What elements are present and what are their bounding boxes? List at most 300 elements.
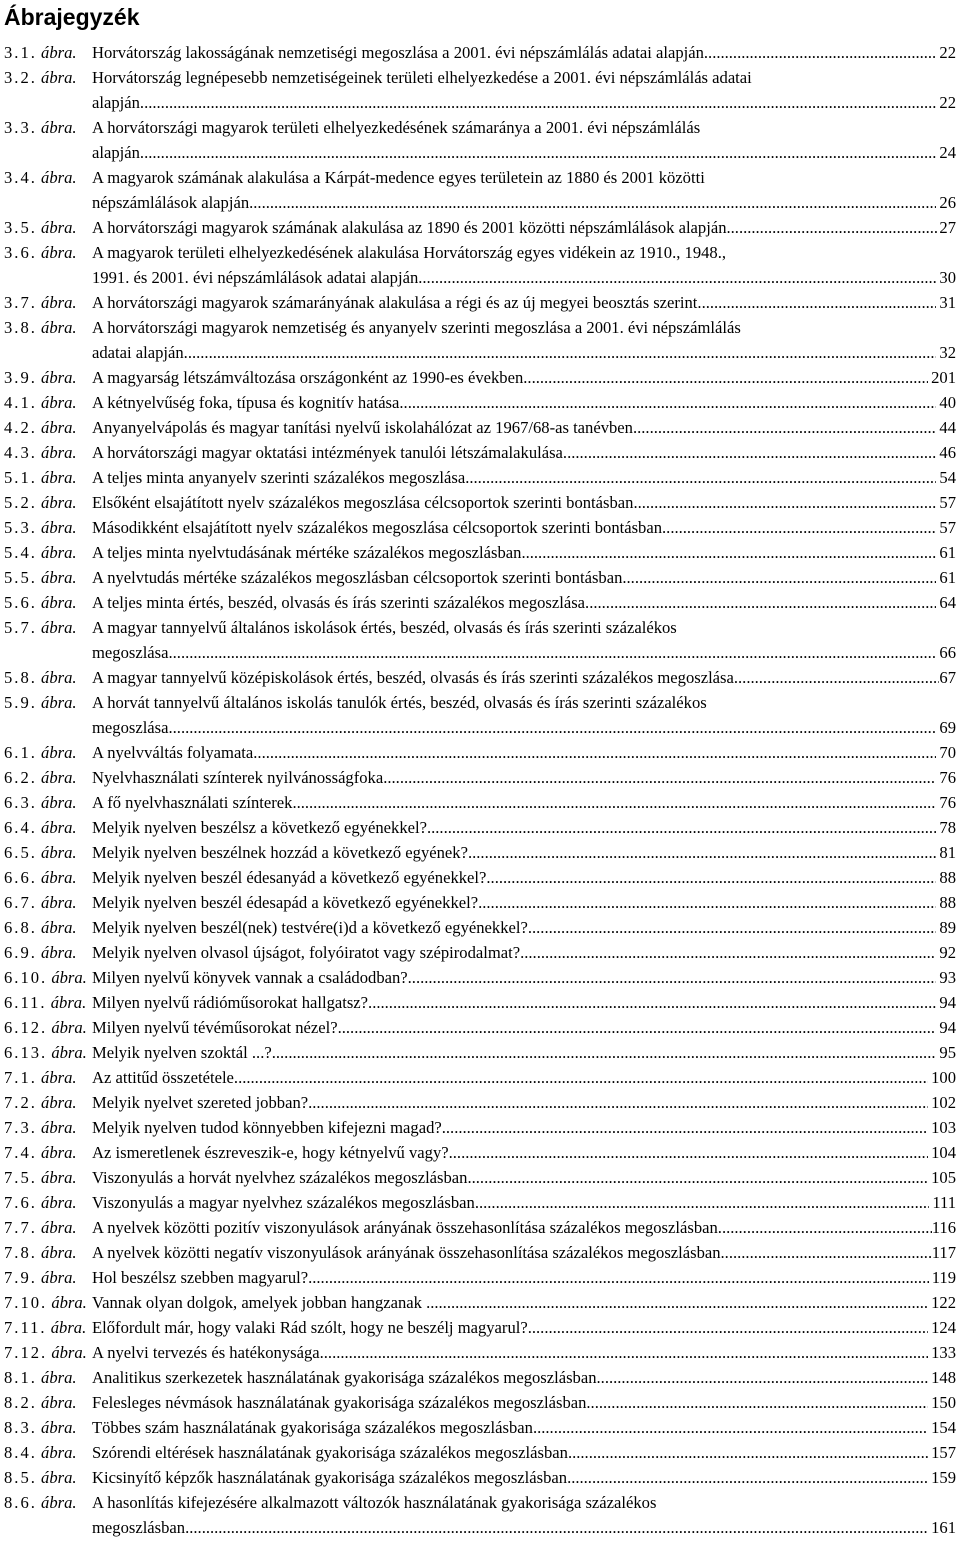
figure-number bbox=[4, 815, 77, 840]
figure-title: Melyik nyelven tudod könnyebben kifejezni magad? bbox=[92, 1118, 442, 1137]
dot-leader bbox=[528, 915, 937, 940]
page-number: 122 bbox=[931, 1293, 956, 1312]
figure-entry[interactable] bbox=[4, 390, 956, 415]
figure-number-value: 7.12. bbox=[4, 1343, 48, 1362]
figure-title: adatai alapján bbox=[92, 343, 184, 362]
figure-title: A kétnyelvűség foka, típusa és kognitív hatása bbox=[92, 393, 400, 412]
figure-title: A magyar tannyelvű középiskolások értés, beszéd, olvasás és írás szerinti százalékos megoszlása bbox=[92, 668, 734, 687]
page-number: 30 bbox=[939, 268, 956, 287]
figure-title: A nyelvi tervezés és hatékonysága bbox=[92, 1343, 320, 1362]
page-number: 69 bbox=[939, 718, 956, 737]
figure-label: ábra. bbox=[36, 43, 77, 62]
page-number: 159 bbox=[931, 1468, 956, 1487]
figure-number bbox=[4, 165, 77, 190]
figure-number bbox=[4, 1215, 77, 1240]
figure-number-value: 3.1. bbox=[4, 43, 37, 62]
figure-title-first-line: A horvátországi magyarok nemzetiség és anyanyelv szerinti megoszlása a 2001. évi népszámlálás bbox=[92, 318, 741, 337]
figure-entry[interactable] bbox=[4, 1465, 956, 1490]
figure-number bbox=[4, 315, 77, 340]
dot-leader bbox=[439, 1290, 929, 1315]
figure-title: Milyen nyelvű rádióműsorokat hallgatsz? bbox=[92, 993, 369, 1012]
figure-entry[interactable] bbox=[4, 315, 956, 365]
figure-entry[interactable] bbox=[4, 940, 956, 965]
figure-label: ábra. bbox=[47, 1293, 87, 1312]
figure-entry[interactable] bbox=[4, 215, 956, 240]
figure-number-value: 6.10. bbox=[4, 968, 48, 987]
figure-number-value: 4.1. bbox=[4, 393, 37, 412]
figure-label: ábra. bbox=[36, 1418, 77, 1437]
figure-entry[interactable] bbox=[4, 165, 956, 215]
dot-leader bbox=[140, 140, 936, 165]
dot-leader bbox=[249, 190, 936, 215]
page-number: 22 bbox=[939, 93, 956, 112]
figure-title: Horvátország lakosságának nemzetiségi megoszlása a 2001. évi népszámlálás adatai alapján bbox=[92, 43, 704, 62]
page-number: 116 bbox=[931, 1218, 956, 1237]
page-number: 102 bbox=[931, 1093, 956, 1112]
figure-label: ábra. bbox=[36, 1368, 77, 1387]
figure-number-value: 7.6. bbox=[4, 1193, 37, 1212]
figure-number-value: 5.8. bbox=[4, 668, 37, 687]
figure-number-value: 5.2. bbox=[4, 493, 37, 512]
figure-label: ábra. bbox=[47, 968, 87, 987]
figure-title-first-line: Horvátország legnépesebb nemzetiségeinek területi elhelyezkedése a 2001. évi népszámlálás adatai bbox=[92, 68, 752, 87]
page-number: 119 bbox=[931, 1268, 956, 1287]
page-number: 44 bbox=[939, 418, 956, 437]
page-number: 89 bbox=[939, 918, 956, 937]
figure-number-value: 4.3. bbox=[4, 443, 37, 462]
figure-title-first-line: A horvátországi magyarok területi elhelyezkedésének számaránya a 2001. évi népszámlálás bbox=[92, 118, 701, 137]
page-number: 148 bbox=[931, 1368, 956, 1387]
page-number: 57 bbox=[939, 493, 956, 512]
figure-label: ábra. bbox=[36, 493, 77, 512]
figure-number bbox=[4, 490, 77, 515]
figure-number-value: 3.2. bbox=[4, 68, 37, 87]
page-number: 124 bbox=[931, 1318, 956, 1337]
dot-leader bbox=[184, 340, 937, 365]
figure-number bbox=[4, 1390, 77, 1415]
figure-label: ábra. bbox=[36, 793, 77, 812]
figure-entry[interactable] bbox=[4, 915, 956, 940]
figure-entry[interactable] bbox=[4, 990, 956, 1015]
page-number: 66 bbox=[939, 643, 956, 662]
figure-label: ábra. bbox=[36, 1143, 77, 1162]
figure-entry[interactable] bbox=[4, 565, 956, 590]
figure-title: 1991. és 2001. évi népszámlálások adatai alapján bbox=[92, 268, 419, 287]
figure-entry[interactable] bbox=[4, 1490, 956, 1540]
figure-title: Nyelvhasználati színterek nyilvánosságfoka bbox=[92, 768, 384, 787]
figure-number bbox=[4, 1090, 77, 1115]
dot-leader bbox=[368, 990, 936, 1015]
figure-entry[interactable] bbox=[4, 1340, 956, 1365]
figure-number-value: 3.4. bbox=[4, 168, 37, 187]
figure-label: ábra. bbox=[36, 618, 77, 637]
dot-leader bbox=[292, 790, 936, 815]
figure-label: ábra. bbox=[36, 368, 77, 387]
figure-number-value: 6.7. bbox=[4, 893, 37, 912]
page-number: 103 bbox=[931, 1118, 956, 1137]
page-number: 157 bbox=[931, 1443, 956, 1462]
figure-number bbox=[4, 1440, 77, 1465]
figure-number bbox=[4, 65, 77, 90]
page-number: 111 bbox=[932, 1193, 956, 1212]
page-number: 81 bbox=[939, 843, 956, 862]
dot-leader bbox=[465, 465, 936, 490]
figure-entry[interactable] bbox=[4, 665, 956, 690]
page-number: 70 bbox=[939, 743, 956, 762]
page-number: 92 bbox=[939, 943, 956, 962]
figure-number-value: 7.9. bbox=[4, 1268, 37, 1287]
dot-leader bbox=[528, 1315, 928, 1340]
dot-leader bbox=[234, 1065, 928, 1090]
figure-number bbox=[4, 1040, 87, 1065]
figure-number-value: 8.3. bbox=[4, 1418, 37, 1437]
figure-entry[interactable] bbox=[4, 1240, 956, 1265]
figure-number bbox=[4, 240, 77, 265]
figure-entry[interactable] bbox=[4, 965, 956, 990]
dot-leader bbox=[722, 1215, 932, 1240]
figure-title: alapján bbox=[92, 93, 140, 112]
figure-number-value: 7.11. bbox=[4, 1318, 47, 1337]
figure-entry[interactable] bbox=[4, 740, 956, 765]
figure-title: Az ismeretlenek észreveszik-e, hogy kétnyelvű vagy? bbox=[92, 1143, 449, 1162]
figure-entry[interactable] bbox=[4, 1390, 956, 1415]
figure-title: megoszlásban bbox=[92, 1518, 186, 1537]
figure-title: Anyanyelvápolás és magyar tanítási nyelvű iskolahálózat az 1967/68-as tanévben bbox=[92, 418, 633, 437]
figure-number-value: 3.3. bbox=[4, 118, 37, 137]
dot-leader bbox=[721, 1240, 932, 1265]
figure-entry[interactable] bbox=[4, 365, 956, 390]
dot-leader bbox=[734, 665, 940, 690]
figure-title-first-line: A magyarok területi elhelyezkedésének alakulása Horvátország egyes vidékein az 1910., 1948., bbox=[92, 243, 727, 262]
dot-leader bbox=[731, 215, 940, 240]
figure-number bbox=[4, 1115, 77, 1140]
figure-entry[interactable] bbox=[4, 240, 956, 290]
figure-title: Melyik nyelven beszél édesapád a következő egyénekkel? bbox=[92, 893, 479, 912]
figure-label: ábra. bbox=[36, 893, 77, 912]
figure-label: ábra. bbox=[36, 593, 77, 612]
figure-entry[interactable] bbox=[4, 1215, 956, 1240]
dot-leader bbox=[567, 1465, 928, 1490]
figure-number-value: 8.2. bbox=[4, 1393, 37, 1412]
page-number: 88 bbox=[939, 893, 956, 912]
figure-title: megoszlása bbox=[92, 718, 169, 737]
dot-leader bbox=[272, 1040, 937, 1065]
figure-number-value: 5.7. bbox=[4, 618, 37, 637]
figure-label: ábra. bbox=[36, 68, 77, 87]
figure-entry[interactable] bbox=[4, 1365, 956, 1390]
figure-entry[interactable] bbox=[4, 690, 956, 740]
figure-number bbox=[4, 665, 77, 690]
figure-number bbox=[4, 765, 77, 790]
figure-entry[interactable] bbox=[4, 1040, 956, 1065]
dot-leader bbox=[585, 590, 936, 615]
dot-leader bbox=[320, 1340, 928, 1365]
figure-label: ábra. bbox=[36, 218, 77, 237]
figure-number-value: 8.4. bbox=[4, 1443, 37, 1462]
figure-label: ábra. bbox=[36, 1393, 77, 1412]
figure-number bbox=[4, 690, 77, 715]
figure-entry[interactable] bbox=[4, 40, 956, 65]
figure-number-value: 6.6. bbox=[4, 868, 37, 887]
figure-number bbox=[4, 1290, 87, 1315]
figure-entry[interactable] bbox=[4, 765, 956, 790]
figure-entry[interactable] bbox=[4, 1015, 956, 1040]
dot-leader bbox=[427, 815, 936, 840]
figure-label: ábra. bbox=[36, 568, 77, 587]
dot-leader bbox=[633, 490, 936, 515]
figure-title: népszámlálások alapján bbox=[92, 193, 250, 212]
figure-number bbox=[4, 1415, 77, 1440]
figure-number bbox=[4, 790, 77, 815]
figure-label: ábra. bbox=[36, 1493, 77, 1512]
dot-leader bbox=[338, 1015, 937, 1040]
figure-title: Melyik nyelven beszélsz a következő egyénekkel? bbox=[92, 818, 427, 837]
page-number: 78 bbox=[939, 818, 956, 837]
figure-entry[interactable] bbox=[4, 1090, 956, 1115]
figure-title-first-line: A hasonlítás kifejezésére alkalmazott változók használatának gyakorisága százalékos bbox=[92, 1493, 657, 1512]
page-number: 27 bbox=[939, 218, 956, 237]
figure-title: A nyelvek közötti pozitív viszonyulások arányának összehasonlítása százalékos megoszlásban. bbox=[92, 1218, 722, 1237]
figure-label: ábra. bbox=[36, 118, 77, 137]
figure-entry[interactable] bbox=[4, 115, 956, 165]
figure-title: A nyelvtudás mértéke százalékos megoszlásban célcsoportok szerinti bontásban bbox=[92, 568, 623, 587]
dot-leader bbox=[662, 515, 936, 540]
figure-number bbox=[4, 615, 77, 640]
page-number: 93 bbox=[939, 968, 956, 987]
figure-entry[interactable] bbox=[4, 1165, 956, 1190]
figure-number-value: 6.2. bbox=[4, 768, 37, 787]
figure-number bbox=[4, 115, 77, 140]
figure-number bbox=[4, 990, 86, 1015]
figure-title: Milyen nyelvű könyvek vannak a családodban? bbox=[92, 968, 408, 987]
page-number: 31 bbox=[939, 293, 956, 312]
figure-label: ábra. bbox=[36, 1068, 77, 1087]
figure-entry[interactable] bbox=[4, 290, 956, 315]
page-number: 64 bbox=[939, 593, 956, 612]
dot-leader bbox=[563, 440, 936, 465]
figure-label: ábra. bbox=[46, 1318, 87, 1337]
figure-label: ábra. bbox=[36, 243, 77, 262]
figure-label: ábra. bbox=[36, 168, 77, 187]
figure-number bbox=[4, 1315, 86, 1340]
figure-entry[interactable] bbox=[4, 1315, 956, 1340]
dot-leader bbox=[568, 1440, 928, 1465]
figure-label: ábra. bbox=[36, 943, 77, 962]
dot-leader bbox=[533, 1415, 928, 1440]
figure-number bbox=[4, 415, 77, 440]
figure-number bbox=[4, 915, 77, 940]
figure-label: ábra. bbox=[47, 1018, 87, 1037]
page-number: 32 bbox=[939, 343, 956, 362]
figure-number bbox=[4, 840, 77, 865]
page-number: 154 bbox=[931, 1418, 956, 1437]
page-number: 104 bbox=[931, 1143, 956, 1162]
dot-leader bbox=[169, 640, 937, 665]
figure-entry[interactable] bbox=[4, 1190, 956, 1215]
dot-leader bbox=[467, 1165, 928, 1190]
dot-leader bbox=[185, 1515, 928, 1540]
figure-entry[interactable] bbox=[4, 790, 956, 815]
page-number: 57 bbox=[939, 518, 956, 537]
figure-number bbox=[4, 965, 87, 990]
figure-title: A magyarság létszámváltozása országonként az 1990-es években bbox=[92, 368, 524, 387]
figure-label: ábra. bbox=[36, 443, 77, 462]
figure-title: A fő nyelvhasználati színterek bbox=[92, 793, 293, 812]
figure-number bbox=[4, 365, 77, 390]
dot-leader bbox=[140, 90, 936, 115]
figure-number bbox=[4, 1265, 77, 1290]
dot-leader bbox=[418, 265, 936, 290]
figure-title: A teljes minta értés, beszéd, olvasás és írás szerinti százalékos megoszlása bbox=[92, 593, 586, 612]
figure-entry[interactable] bbox=[4, 865, 956, 890]
figure-entry[interactable] bbox=[4, 840, 956, 865]
figure-number-value: 5.6. bbox=[4, 593, 37, 612]
figure-number bbox=[4, 1240, 77, 1265]
figure-entry[interactable] bbox=[4, 515, 956, 540]
page-number: 94 bbox=[939, 993, 956, 1012]
figure-label: ábra. bbox=[36, 818, 77, 837]
page-number: 94 bbox=[939, 1018, 956, 1037]
figure-number-value: 5.3. bbox=[4, 518, 37, 537]
figure-title: Milyen nyelvű tévéműsorokat nézel? bbox=[92, 1018, 338, 1037]
figure-number-value: 6.5. bbox=[4, 843, 37, 862]
dot-leader bbox=[442, 1115, 928, 1140]
figure-entry[interactable] bbox=[4, 440, 956, 465]
figure-number-value: 6.11. bbox=[4, 993, 47, 1012]
figure-entry[interactable] bbox=[4, 1440, 956, 1465]
figure-number bbox=[4, 740, 77, 765]
figure-number-value: 7.8. bbox=[4, 1243, 37, 1262]
figure-number bbox=[4, 565, 77, 590]
figure-label: ábra. bbox=[47, 1043, 87, 1062]
figure-entry[interactable] bbox=[4, 1115, 956, 1140]
figure-entry[interactable] bbox=[4, 1290, 956, 1315]
figure-entry[interactable] bbox=[4, 1065, 956, 1090]
figure-list bbox=[4, 40, 956, 1540]
figure-number bbox=[4, 515, 77, 540]
figure-number bbox=[4, 940, 77, 965]
figure-entry[interactable] bbox=[4, 615, 956, 665]
page-number: 40 bbox=[939, 393, 956, 412]
figure-title: A teljes minta nyelvtudásának mértéke százalékos megoszlásban bbox=[92, 543, 522, 562]
page-number: 133 bbox=[931, 1343, 956, 1362]
figure-number bbox=[4, 1365, 77, 1390]
figure-label: ábra. bbox=[36, 518, 77, 537]
figure-label: ábra. bbox=[36, 1443, 77, 1462]
figure-label: ábra. bbox=[36, 668, 77, 687]
figure-entry[interactable] bbox=[4, 890, 956, 915]
figure-number-value: 7.4. bbox=[4, 1143, 37, 1162]
dot-leader bbox=[383, 765, 936, 790]
page-number: 201 bbox=[931, 368, 956, 387]
figure-title: Melyik nyelven szoktál ...? bbox=[92, 1043, 272, 1062]
dot-leader bbox=[697, 290, 936, 315]
figure-number-value: 8.6. bbox=[4, 1493, 37, 1512]
figure-label: ábra. bbox=[36, 1168, 77, 1187]
figure-label: ábra. bbox=[46, 993, 87, 1012]
figure-title: Vannak olyan dolgok, amelyek jobban hangzanak ... bbox=[92, 1293, 439, 1312]
page-number: 88 bbox=[939, 868, 956, 887]
figure-entry[interactable] bbox=[4, 490, 956, 515]
dot-leader bbox=[399, 390, 936, 415]
page-number: 161 bbox=[931, 1518, 956, 1537]
figure-title-first-line: A magyar tannyelvű általános iskolások értés, beszéd, olvasás és írás szerinti százalékos bbox=[92, 618, 677, 637]
figure-number bbox=[4, 1015, 87, 1040]
figure-label: ábra. bbox=[36, 1118, 77, 1137]
figure-title: Analitikus szerkezetek használatának gyakorisága százalékos megoszlásban bbox=[92, 1368, 597, 1387]
dot-leader bbox=[169, 715, 937, 740]
figure-title: Melyik nyelven beszél(nek) testvére(i)d a következő egyénekkel? bbox=[92, 918, 528, 937]
figure-entry[interactable] bbox=[4, 465, 956, 490]
figure-label: ábra. bbox=[36, 868, 77, 887]
figure-number-value: 8.5. bbox=[4, 1468, 37, 1487]
figure-number-value: 3.5. bbox=[4, 218, 37, 237]
figure-number-value: 7.3. bbox=[4, 1118, 37, 1137]
dot-leader bbox=[633, 415, 936, 440]
figure-number-value: 3.6. bbox=[4, 243, 37, 262]
figure-entry[interactable] bbox=[4, 540, 956, 565]
figure-title: Többes szám használatának gyakorisága százalékos megoszlásban bbox=[92, 1418, 533, 1437]
figure-entry[interactable] bbox=[4, 65, 956, 115]
figure-number-value: 5.5. bbox=[4, 568, 37, 587]
page-number: 46 bbox=[939, 443, 956, 462]
figure-number bbox=[4, 1340, 87, 1365]
figure-number bbox=[4, 1490, 77, 1515]
figure-entry[interactable] bbox=[4, 590, 956, 615]
figure-number bbox=[4, 290, 77, 315]
figure-entry[interactable] bbox=[4, 815, 956, 840]
figure-number bbox=[4, 1465, 77, 1490]
figure-title: Az attitűd összetétele bbox=[92, 1068, 234, 1087]
figure-label: ábra. bbox=[36, 543, 77, 562]
figure-title: Viszonyulás a magyar nyelvhez százalékos megoszlásban bbox=[92, 1193, 475, 1212]
figure-title: A horvátországi magyarok számarányának alakulása a régi és az új megyei beosztás szerint bbox=[92, 293, 698, 312]
figure-number-value: 6.9. bbox=[4, 943, 37, 962]
figure-entry[interactable] bbox=[4, 1265, 956, 1290]
dot-leader bbox=[523, 365, 928, 390]
figure-number bbox=[4, 215, 77, 240]
figure-entry[interactable] bbox=[4, 415, 956, 440]
figure-title: A nyelvek közötti negatív viszonyulások arányának összehasonlítása százalékos megoszlásban bbox=[92, 1243, 721, 1262]
figure-number bbox=[4, 890, 77, 915]
page-number: 76 bbox=[939, 793, 956, 812]
page-number: 24 bbox=[939, 143, 956, 162]
figure-label: ábra. bbox=[36, 1268, 77, 1287]
figure-label: ábra. bbox=[36, 743, 77, 762]
figure-number-value: 3.9. bbox=[4, 368, 37, 387]
figure-label: ábra. bbox=[36, 1218, 77, 1237]
figure-label: ábra. bbox=[36, 393, 77, 412]
figure-entry[interactable] bbox=[4, 1415, 956, 1440]
figure-entry[interactable] bbox=[4, 1140, 956, 1165]
figure-number-value: 7.10. bbox=[4, 1293, 48, 1312]
figure-label: ábra. bbox=[36, 1243, 77, 1262]
figure-label: ábra. bbox=[47, 1343, 87, 1362]
figure-number bbox=[4, 865, 77, 890]
figure-label: ábra. bbox=[36, 693, 77, 712]
figure-number bbox=[4, 1140, 77, 1165]
dot-leader bbox=[308, 1090, 928, 1115]
figure-label: ábra. bbox=[36, 843, 77, 862]
figure-number-value: 7.5. bbox=[4, 1168, 37, 1187]
figure-label: ábra. bbox=[36, 293, 77, 312]
figure-title: A teljes minta anyanyelv szerinti százalékos megoszlása bbox=[92, 468, 466, 487]
page-number: 61 bbox=[939, 568, 956, 587]
dot-leader bbox=[475, 1190, 930, 1215]
figure-number-value: 3.8. bbox=[4, 318, 37, 337]
dot-leader bbox=[308, 1265, 929, 1290]
figure-number bbox=[4, 390, 77, 415]
